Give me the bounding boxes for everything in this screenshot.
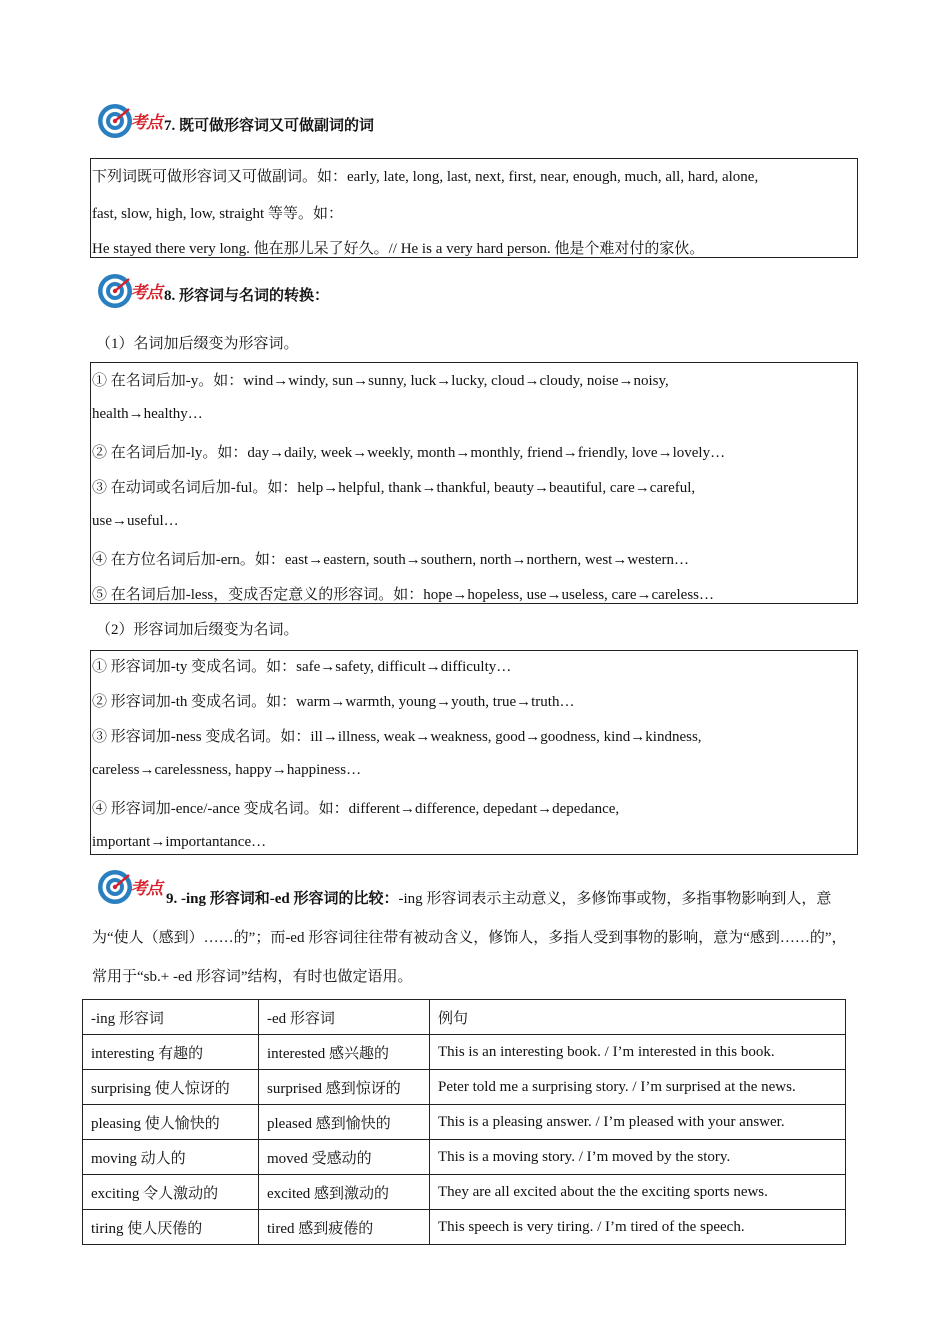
- box-line: careless→carelessness, happy→happiness…: [92, 762, 362, 778]
- table-header-cell: -ed 形容词: [259, 1000, 430, 1035]
- section-9-paragraph: [92, 880, 858, 997]
- section-8-heading: [96, 272, 329, 310]
- table-cell: This is a pleasing answer. / I’m pleased with your answer.: [430, 1105, 846, 1140]
- table-cell: This is a moving story. / I’m moved by the story.: [430, 1140, 846, 1175]
- box-line: ② 形容词加-th 变成名词。如：warm→warmth, young→youth, true→truth…: [92, 694, 575, 710]
- box-line: ⑤ 在名词后加-less，变成否定意义的形容词。如：hope→hopeless, use→useless, care→careless…: [92, 587, 714, 603]
- table-cell: moved 受感动的: [259, 1140, 430, 1175]
- ing-ed-comparison-table: [82, 999, 846, 1245]
- section-7-title: 7. 既可做形容词又可做副词的词: [164, 118, 375, 134]
- section-7-heading: [96, 102, 374, 140]
- table-cell: surprised 感到惊讶的: [259, 1070, 430, 1105]
- badge-label: 考点: [130, 113, 162, 133]
- subheading-2: （2）形容词加后缀变为名词。: [96, 622, 299, 638]
- badge-label: 考点: [130, 283, 162, 303]
- badge-label: 考点: [130, 879, 162, 899]
- box-line: ① 在名词后加-y。如：wind→windy, sun→sunny, luck→lucky, cloud→cloudy, noise→noisy,: [92, 373, 669, 389]
- table-cell: surprising 使人惊讶的: [83, 1070, 259, 1105]
- table-header-cell: -ing 形容词: [83, 1000, 259, 1035]
- kaodian-badge: [96, 102, 168, 140]
- table-row: [83, 1210, 846, 1245]
- table-cell: exciting 令人激动的: [83, 1175, 259, 1210]
- table-cell: This is an interesting book. / I’m interested in this book.: [430, 1035, 846, 1070]
- table-cell: Peter told me a surprising story. / I’m surprised at the news.: [430, 1070, 846, 1105]
- table-cell: tired 感到疲倦的: [259, 1210, 430, 1245]
- box-line: health→healthy…: [92, 406, 203, 422]
- table-cell: This speech is very tiring. / I’m tired of the speech.: [430, 1210, 846, 1245]
- table-cell: They are all excited about the the exciting sports news.: [430, 1175, 846, 1210]
- table-row: [83, 1070, 846, 1105]
- table-cell: moving 动人的: [83, 1140, 259, 1175]
- box-line: He stayed there very long. 他在那儿呆了好久。// He is a very hard person. 他是个难对付的家伙。: [92, 241, 705, 257]
- table-cell: pleased 感到愉快的: [259, 1105, 430, 1140]
- box-line: ③ 在动词或名词后加-ful。如：help→helpful, thank→thankful, beauty→beautiful, care→careful,: [92, 480, 696, 496]
- subheading-1: （1）名词加后缀变为形容词。: [96, 336, 299, 352]
- table-cell: pleasing 使人愉快的: [83, 1105, 259, 1140]
- section-8-box-2: [90, 650, 858, 855]
- box-line: ③ 形容词加-ness 变成名词。如：ill→illness, weak→weakness, good→goodness, kind→kindness,: [92, 729, 702, 745]
- table-row: [83, 1105, 846, 1140]
- kaodian-badge: [96, 272, 168, 310]
- table-cell: tiring 使人厌倦的: [83, 1210, 259, 1245]
- table-cell: interesting 有趣的: [83, 1035, 259, 1070]
- box-line: use→useful…: [92, 513, 179, 529]
- table-header-cell: 例句: [430, 1000, 846, 1035]
- table-cell: interested 感兴趣的: [259, 1035, 430, 1070]
- target-icon: [96, 272, 134, 310]
- box-line: important→importantance…: [92, 834, 267, 850]
- table-row: [83, 1140, 846, 1175]
- box-line: fast, slow, high, low, straight 等等。如：: [92, 206, 343, 222]
- section-7-box: [90, 158, 858, 258]
- table-cell: excited 感到激动的: [259, 1175, 430, 1210]
- section-9-intro: -ing 形容词表示主动意义，多修饰事或物，多指事物影响到人，意为“使人（感到）……的”；而-ed 形容词往往带有被动含义，修饰人，多指人受到事物的影响，意为“感到……的”，常用于“sb.+ -ed 形容词”结构，有时也做定语用。: [92, 891, 847, 985]
- box-line: ② 在名词后加-ly。如：day→daily, week→weekly, month→monthly, friend→friendly, love→lovely…: [92, 445, 726, 461]
- box-line: ④ 在方位名词后加-ern。如：east→eastern, south→southern, north→northern, west→western…: [92, 552, 689, 568]
- box-line: 下列词既可做形容词又可做副词。如：early, late, long, last, next, first, near, enough, much, all, hard, alone,: [92, 169, 759, 185]
- table-row: [83, 1035, 846, 1070]
- box-line: ① 形容词加-ty 变成名词。如：safe→safety, difficult→difficulty…: [92, 659, 512, 675]
- table-row: [83, 1175, 846, 1210]
- section-8-title: 8. 形容词与名词的转换：: [164, 288, 330, 304]
- table-header-row: [83, 1000, 846, 1035]
- section-8-box-1: [90, 362, 858, 604]
- box-line: ④ 形容词加-ence/-ance 变成名词。如：different→difference, depedant→depedance,: [92, 801, 620, 817]
- section-9-title: 9. -ing 形容词和-ed 形容词的比较：: [166, 891, 399, 907]
- target-icon: [96, 102, 134, 140]
